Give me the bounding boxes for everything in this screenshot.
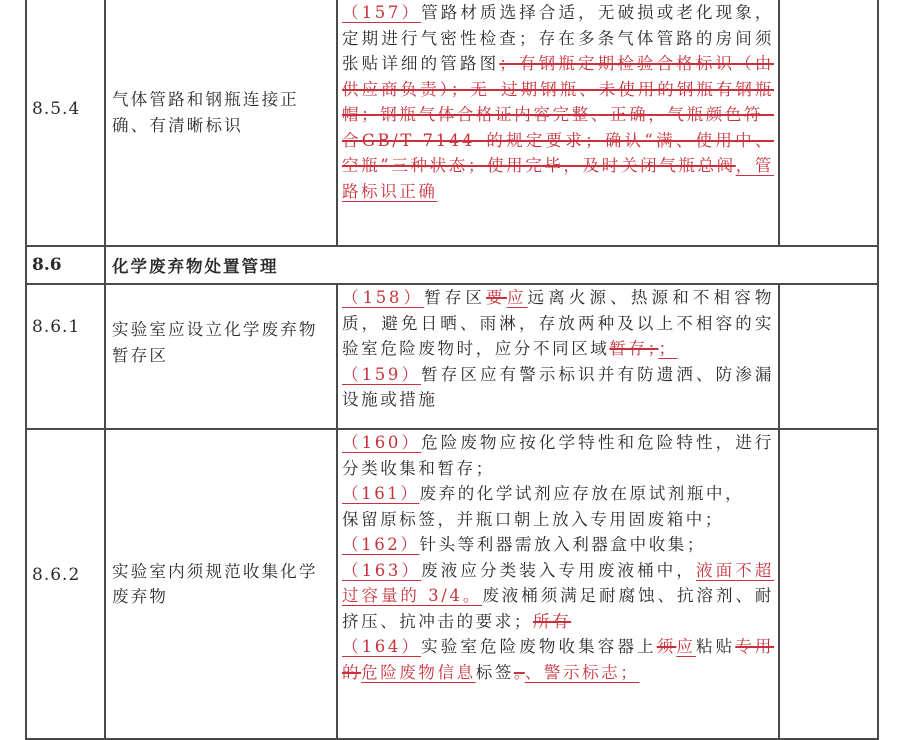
clause-ref: （160） bbox=[342, 433, 422, 452]
row-item bbox=[105, 284, 337, 429]
inserted-text: 应 bbox=[506, 288, 528, 307]
table-row-8-6-1 bbox=[26, 284, 878, 429]
row-number bbox=[26, 429, 105, 739]
section-number: 8.6 bbox=[26, 246, 105, 284]
clause-text: 针头等利器需放入利器盒中收集； bbox=[419, 535, 706, 554]
inserted-text: ，管路标识正确 bbox=[342, 156, 774, 201]
row-content bbox=[337, 0, 779, 246]
clause-ref: （161） bbox=[342, 484, 420, 503]
row-item-text: 实验室应设立化学废弃物暂存区 bbox=[112, 320, 318, 365]
row-number-text: 8.5.4 bbox=[32, 98, 81, 119]
clause-ref: （159） bbox=[342, 364, 422, 384]
clause-ref: （162） bbox=[342, 535, 420, 554]
section-title: 化学废弃物处置管理 bbox=[105, 246, 878, 284]
clause-text: 粘贴 bbox=[696, 637, 736, 656]
deleted-text: ；有钢瓶定期检验合格标识（由供应商负责）；无–过期钢瓶、未使用的钢瓶有钢瓶帽；钢瓶气体合格证内容完整、正确，气瓶颜色符–合GB/T 7144–的规定要求；确认“满、使用中、空瓶”三种状态；使用完毕，及时关闭气瓶总阀 bbox=[342, 54, 774, 175]
clause-text: 废液桶须满足耐腐蚀、抗溶剂、耐挤压、抗冲击的要求； bbox=[342, 586, 775, 631]
row-notes[interactable] bbox=[779, 0, 878, 246]
clause-text: 危险废物应按化学特性和危险特性，进行分类收集和暂存； bbox=[342, 433, 774, 478]
clause-text: 保留原标签，并瓶口朝上放入专用固废箱中； bbox=[342, 509, 724, 529]
clause-text: 暂存区 bbox=[424, 288, 487, 307]
clause-text: 实验室危险废物收集容器上 bbox=[421, 637, 657, 656]
clause-ref: （158） bbox=[342, 288, 425, 307]
section-row-8-6 bbox=[26, 246, 878, 284]
deleted-text: 要 bbox=[486, 288, 507, 307]
row-number-text: 8.6.2 bbox=[32, 565, 81, 585]
clause-text: 废弃的化学试剂应存放在原试剂瓶中， bbox=[419, 484, 745, 503]
clause-ref: （164） bbox=[342, 637, 422, 656]
row-item bbox=[105, 429, 337, 739]
clause-ref: （163） bbox=[342, 560, 422, 580]
row-notes[interactable] bbox=[779, 284, 878, 429]
inserted-text: ； bbox=[658, 339, 678, 358]
clause-text: 标签 bbox=[475, 662, 514, 682]
inserted-text: 液面不超过容量的 3/4。 bbox=[342, 560, 775, 605]
table-row-8-6-2 bbox=[26, 429, 878, 739]
deleted-text: 专用的 bbox=[342, 637, 775, 682]
deleted-text: 。 bbox=[513, 662, 525, 682]
row-content bbox=[337, 284, 779, 429]
row-item-text: 气体管路和钢瓶连接正确、有清晰标识 bbox=[112, 90, 299, 135]
clause-text: 远离火源、热源和不相容物质，避免日晒、雨淋，存放两种及以上不相容的实验室危险废物时，应分不同区域 bbox=[342, 288, 774, 358]
deleted-text: 所有 bbox=[533, 611, 572, 631]
row-number-text: 8.6.1 bbox=[32, 316, 81, 337]
row-number bbox=[26, 0, 105, 246]
clause-ref: （157） bbox=[342, 3, 422, 22]
row-item bbox=[105, 0, 337, 246]
row-content bbox=[337, 429, 779, 739]
clause-text: 废液应分类装入专用废液桶中， bbox=[421, 560, 696, 580]
checklist-table bbox=[25, 0, 879, 740]
clause-text: 暂存区应有警示标识并有防遗洒、防渗漏设施或措施 bbox=[342, 364, 774, 409]
inserted-text: 危险废物信息 bbox=[361, 662, 476, 682]
row-number bbox=[26, 284, 105, 429]
deleted-text: 须 bbox=[656, 637, 677, 656]
inserted-text: 、警示标志； bbox=[524, 662, 640, 682]
row-item-text: 实验室内须规范收集化学废弃物 bbox=[112, 561, 318, 606]
deleted-text: 暂存； bbox=[609, 339, 659, 358]
inserted-text: 应 bbox=[676, 637, 696, 656]
row-notes[interactable] bbox=[779, 429, 878, 739]
table-row-8-5-4 bbox=[26, 0, 878, 246]
clause-text: 管路材质选择合适，无破损或老化现象，定期进行气密性检查；存在多条气体管路的房间须张贴详细的管路图 bbox=[342, 3, 774, 73]
